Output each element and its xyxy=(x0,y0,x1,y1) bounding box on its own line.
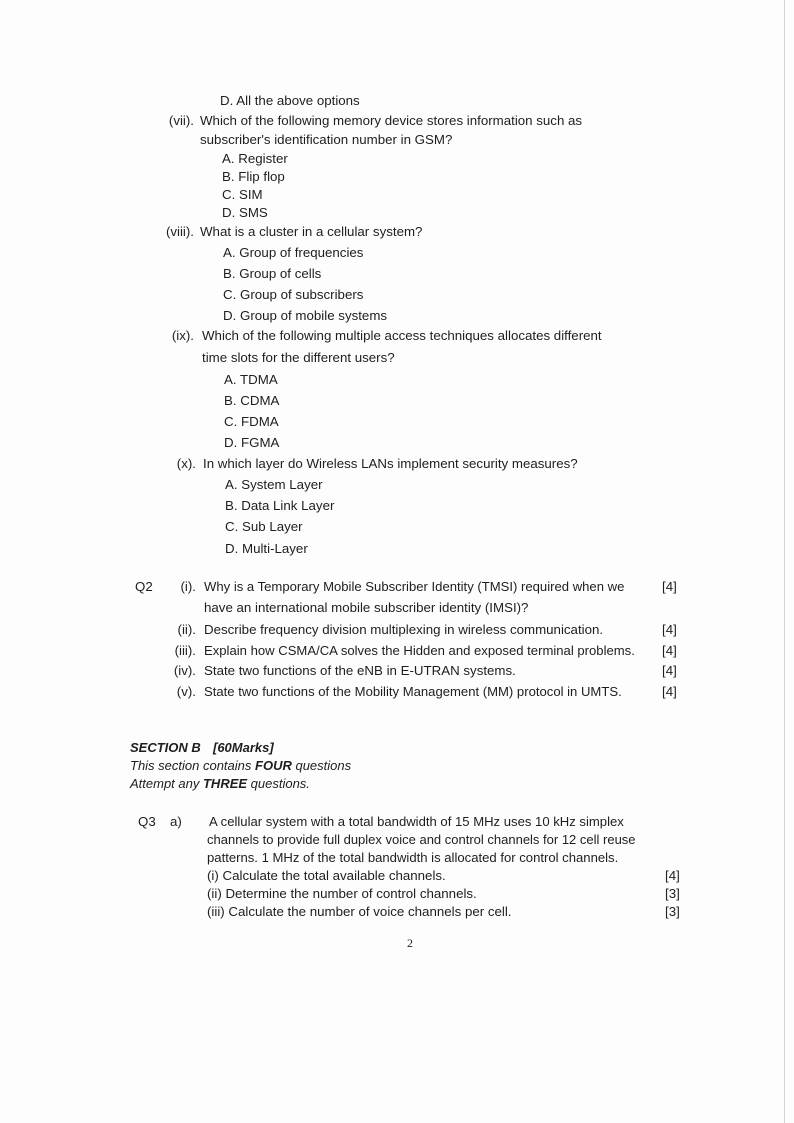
option-x-a: A. System Layer xyxy=(225,477,323,492)
page-number: 2 xyxy=(407,936,413,950)
option-vii-c: C. SIM xyxy=(222,187,263,202)
question-label-q3: Q3 xyxy=(138,814,156,829)
question-ix-line2: time slots for the different users? xyxy=(202,350,395,365)
option-vii-b: B. Flip flop xyxy=(222,169,285,184)
q2-number-v: (v). xyxy=(176,684,196,699)
q2-i-line1: Why is a Temporary Mobile Subscriber Identity (TMSI) required when we xyxy=(204,579,625,594)
option-x-c: C. Sub Layer xyxy=(225,519,303,534)
q3-a-sub-i-marks: [4] xyxy=(665,868,680,883)
option-ix-d: D. FGMA xyxy=(224,435,280,450)
option-viii-a: A. Group of frequencies xyxy=(223,245,364,260)
q2-number-iii: (iii). xyxy=(174,643,196,658)
option-x-b: B. Data Link Layer xyxy=(225,498,335,513)
q2-iv-marks: [4] xyxy=(662,663,677,678)
q2-ii-marks: [4] xyxy=(662,622,677,637)
page-edge-line xyxy=(784,0,785,1123)
question-number-x: (x). xyxy=(176,456,196,471)
option-viii-d: D. Group of mobile systems xyxy=(223,308,388,323)
q2-number-i: (i). xyxy=(180,579,196,594)
option-ix-c: C. FDMA xyxy=(224,414,279,429)
q3-a-line2: channels to provide full duplex voice and control channels for 12 cell reuse xyxy=(207,832,636,847)
question-viii-line1: What is a cluster in a cellular system? xyxy=(200,224,423,239)
option-vi-d: D. All the above options xyxy=(220,93,360,108)
section-b-marks: [60Marks] xyxy=(213,740,274,755)
q2-number-ii: (ii). xyxy=(177,622,196,637)
question-number-viii: (viii). xyxy=(165,224,194,239)
q3-a-sub-i: (i) Calculate the total available channels. xyxy=(207,868,446,883)
option-x-d: D. Multi-Layer xyxy=(225,541,308,556)
question-vii-line1: Which of the following memory device stores information such as xyxy=(200,113,583,128)
question-number-vii: (vii). xyxy=(168,113,194,128)
section-b-instruction-1: This section contains FOUR questions xyxy=(130,758,352,773)
q2-v-line1: State two functions of the Mobility Management (MM) protocol in UMTS. xyxy=(204,684,622,699)
q2-v-marks: [4] xyxy=(662,684,677,699)
q3-a-line3: patterns. 1 MHz of the total bandwidth is allocated for control channels. xyxy=(207,850,619,865)
question-number-ix: (ix). xyxy=(171,328,194,343)
q2-i-marks: [4] xyxy=(662,579,677,594)
q2-ii-line1: Describe frequency division multiplexing in wireless communication. xyxy=(204,622,604,637)
q3-part-a: a) xyxy=(170,814,182,829)
q2-iv-line1: State two functions of the eNB in E-UTRAN systems. xyxy=(204,663,516,678)
q3-a-sub-iii-marks: [3] xyxy=(665,904,680,919)
q2-iii-line1: Explain how CSMA/CA solves the Hidden and exposed terminal problems. xyxy=(204,643,635,658)
section-b-title: SECTION B xyxy=(130,740,201,755)
q3-a-line1: A cellular system with a total bandwidth of 15 MHz uses 10 kHz simplex xyxy=(209,814,624,829)
question-x-line1: In which layer do Wireless LANs implement security measures? xyxy=(203,456,578,471)
option-ix-b: B. CDMA xyxy=(224,393,280,408)
option-ix-a: A. TDMA xyxy=(224,372,278,387)
q2-iii-marks: [4] xyxy=(662,643,677,658)
q3-a-sub-ii: (ii) Determine the number of control channels. xyxy=(207,886,477,901)
option-viii-c: C. Group of subscribers xyxy=(223,287,364,302)
question-label-q2: Q2 xyxy=(135,579,153,594)
option-vii-a: A. Register xyxy=(222,151,288,166)
question-vii-line2: subscriber's identification number in GSM? xyxy=(200,132,453,147)
q3-a-sub-iii: (iii) Calculate the number of voice channels per cell. xyxy=(207,904,512,919)
section-b-instruction-2: Attempt any THREE questions. xyxy=(130,776,310,791)
q2-number-iv: (iv). xyxy=(173,663,196,678)
q2-i-line2: have an international mobile subscriber identity (IMSI)? xyxy=(204,600,529,615)
q3-a-sub-ii-marks: [3] xyxy=(665,886,680,901)
option-vii-d: D. SMS xyxy=(222,205,268,220)
option-viii-b: B. Group of cells xyxy=(223,266,322,281)
question-ix-line1: Which of the following multiple access techniques allocates different xyxy=(202,328,602,343)
